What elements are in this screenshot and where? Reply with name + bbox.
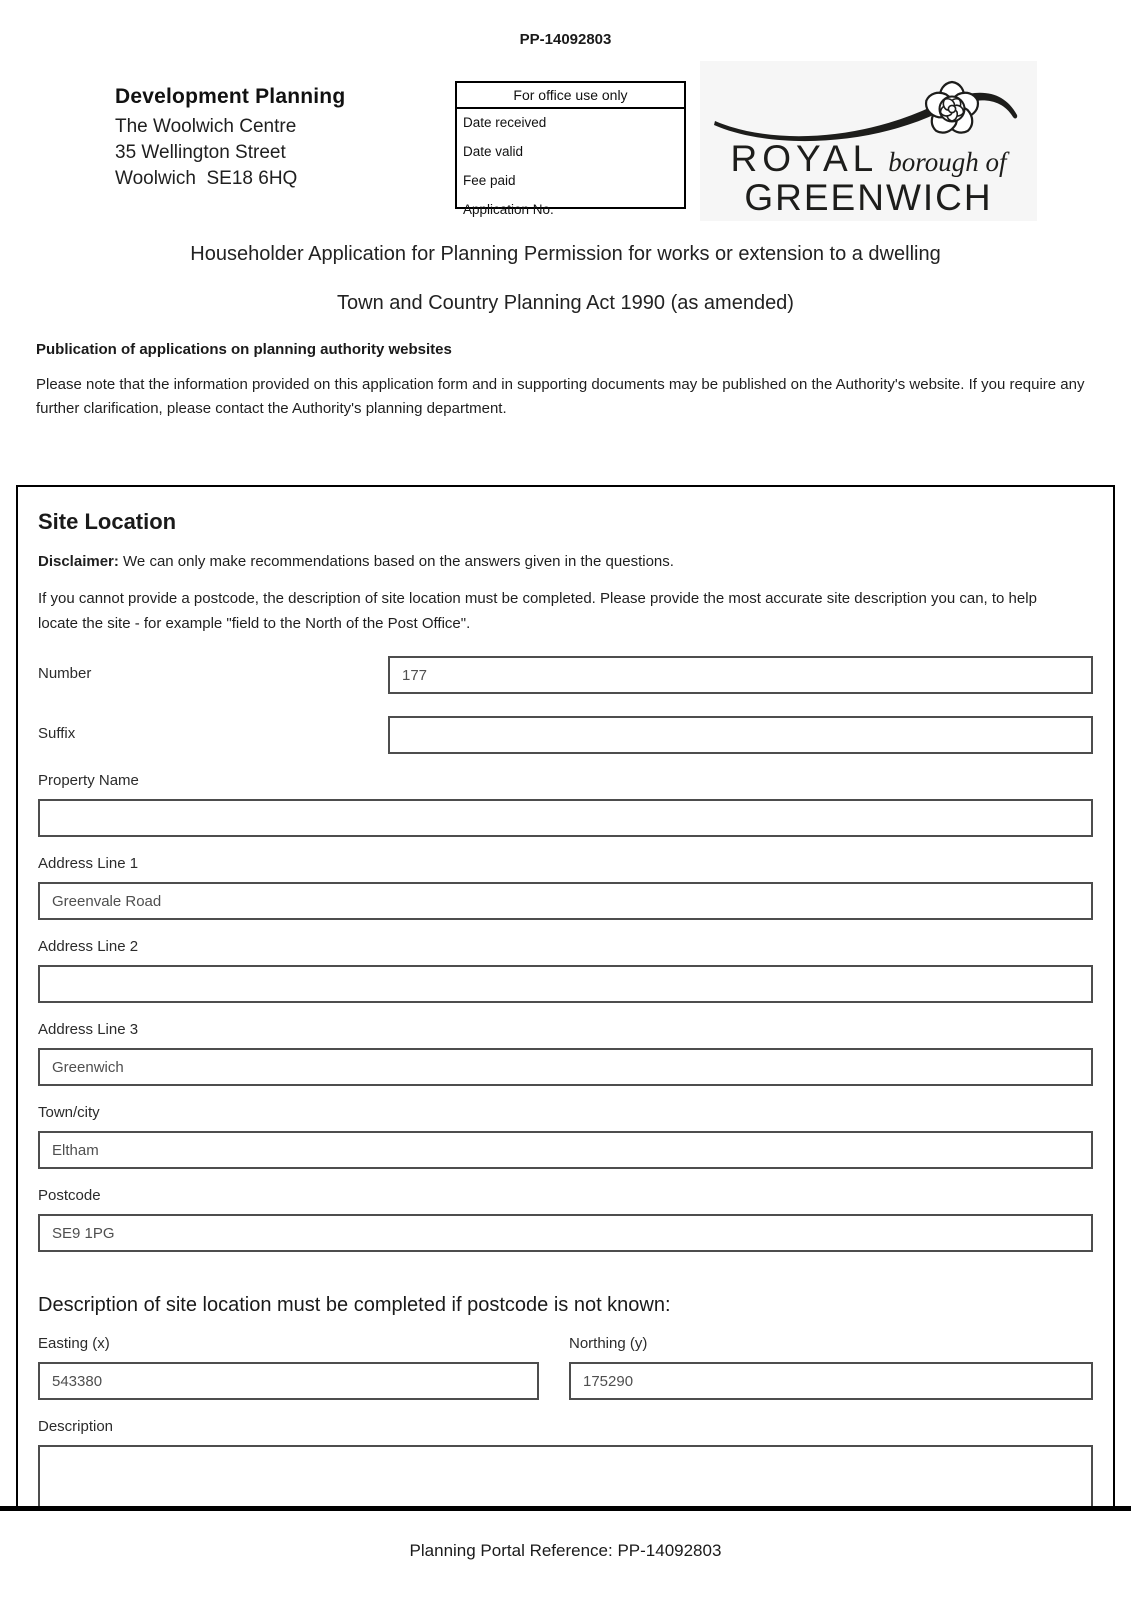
office-use-row-date-received: Date received (463, 115, 547, 130)
property-name-input[interactable] (38, 799, 1093, 837)
address-line: 35 Wellington Street (115, 142, 286, 163)
easting-label: Easting (x) (38, 1335, 110, 1352)
publication-heading: Publication of applications on planning authority websites (36, 341, 452, 358)
field-address-line-2 (38, 938, 1093, 1003)
address-line-3-input[interactable] (38, 1048, 1093, 1086)
field-town-city (38, 1104, 1093, 1169)
address-line-3-label: Address Line 3 (38, 1021, 139, 1038)
suffix-label: Suffix (38, 725, 76, 742)
logo-text-line1 (731, 140, 1007, 177)
field-address-line-3 (38, 1021, 1093, 1086)
office-use-row-application-no: Application No. (463, 202, 554, 217)
number-input[interactable] (388, 656, 1093, 694)
address-line-2-input[interactable] (38, 965, 1093, 1003)
town-city-label: Town/city (38, 1104, 100, 1121)
disclaimer-label: Disclaimer: (38, 553, 119, 570)
disclaimer-body: We can only make recommendations based on the answers given in the questions. (123, 553, 674, 570)
office-use-box (455, 81, 686, 217)
field-suffix (38, 716, 1093, 754)
field-description (38, 1418, 1093, 1506)
field-northing (569, 1335, 1093, 1400)
disclaimer-text (38, 553, 1093, 570)
logo-swoosh-and-rose (709, 71, 1029, 147)
logo-royal-text: ROYAL (730, 138, 879, 179)
page-header (0, 61, 1131, 221)
office-use-row-fee-paid: Fee paid (463, 173, 516, 188)
form-subtitle: Town and Country Planning Act 1990 (as amended) (337, 292, 794, 314)
publication-note (36, 341, 1095, 421)
logo-greenwich-text: GREENWICH (744, 177, 993, 218)
reference-number-top: PP-14092803 (519, 31, 612, 48)
address-line: Woolwich SE18 6HQ (115, 168, 298, 189)
field-address-line-1 (38, 855, 1093, 920)
northing-input[interactable] (569, 1362, 1093, 1400)
field-property-name (38, 772, 1093, 837)
office-use-title: For office use only (457, 83, 684, 109)
easting-input[interactable] (38, 1362, 539, 1400)
logo-borough-of-text: borough of (888, 147, 1007, 177)
form-title: Householder Application for Planning Permission for works or extension to a dwelling (190, 243, 941, 265)
field-easting (38, 1335, 539, 1400)
tudor-rose-icon (922, 82, 981, 138)
field-postcode (38, 1187, 1093, 1252)
site-location-intro: If you cannot provide a postcode, the description of site location must be completed. Please provide the most accurate site description you can, to help locate the site - for example "field to the North of the Post Office". (38, 590, 1037, 632)
coordinates-row (38, 1335, 1093, 1400)
description-requirement-heading: Description of site location must be completed if postcode is not known: (38, 1294, 671, 1316)
publication-body: Please note that the information provided on this application form and in supporting documents may be published on the Authority's website. If you require any further clarification, please contact the Authority's planning department. (36, 376, 1085, 417)
northing-label: Northing (y) (569, 1335, 648, 1352)
suffix-input[interactable] (388, 716, 1093, 754)
address-line: The Woolwich Centre (115, 116, 297, 137)
site-location-heading: Site Location (38, 509, 177, 534)
address-line-1-input[interactable] (38, 882, 1093, 920)
property-name-label: Property Name (38, 772, 139, 789)
planning-portal-reference: Planning Portal Reference: PP-14092803 (409, 1541, 722, 1560)
department-address-block (115, 85, 345, 192)
address-line-2-label: Address Line 2 (38, 938, 139, 955)
department-name: Development Planning (115, 85, 346, 108)
description-input[interactable] (38, 1445, 1093, 1506)
description-label: Description (38, 1418, 114, 1435)
greenwich-logo (700, 61, 1037, 221)
address-line-1-label: Address Line 1 (38, 855, 139, 872)
number-label: Number (38, 665, 92, 682)
postcode-label: Postcode (38, 1187, 101, 1204)
town-city-input[interactable] (38, 1131, 1093, 1169)
field-number (38, 656, 1093, 694)
site-location-section (16, 485, 1115, 1506)
postcode-input[interactable] (38, 1214, 1093, 1252)
page-divider-rule (0, 1506, 1131, 1511)
office-use-row-date-valid: Date valid (463, 144, 524, 159)
